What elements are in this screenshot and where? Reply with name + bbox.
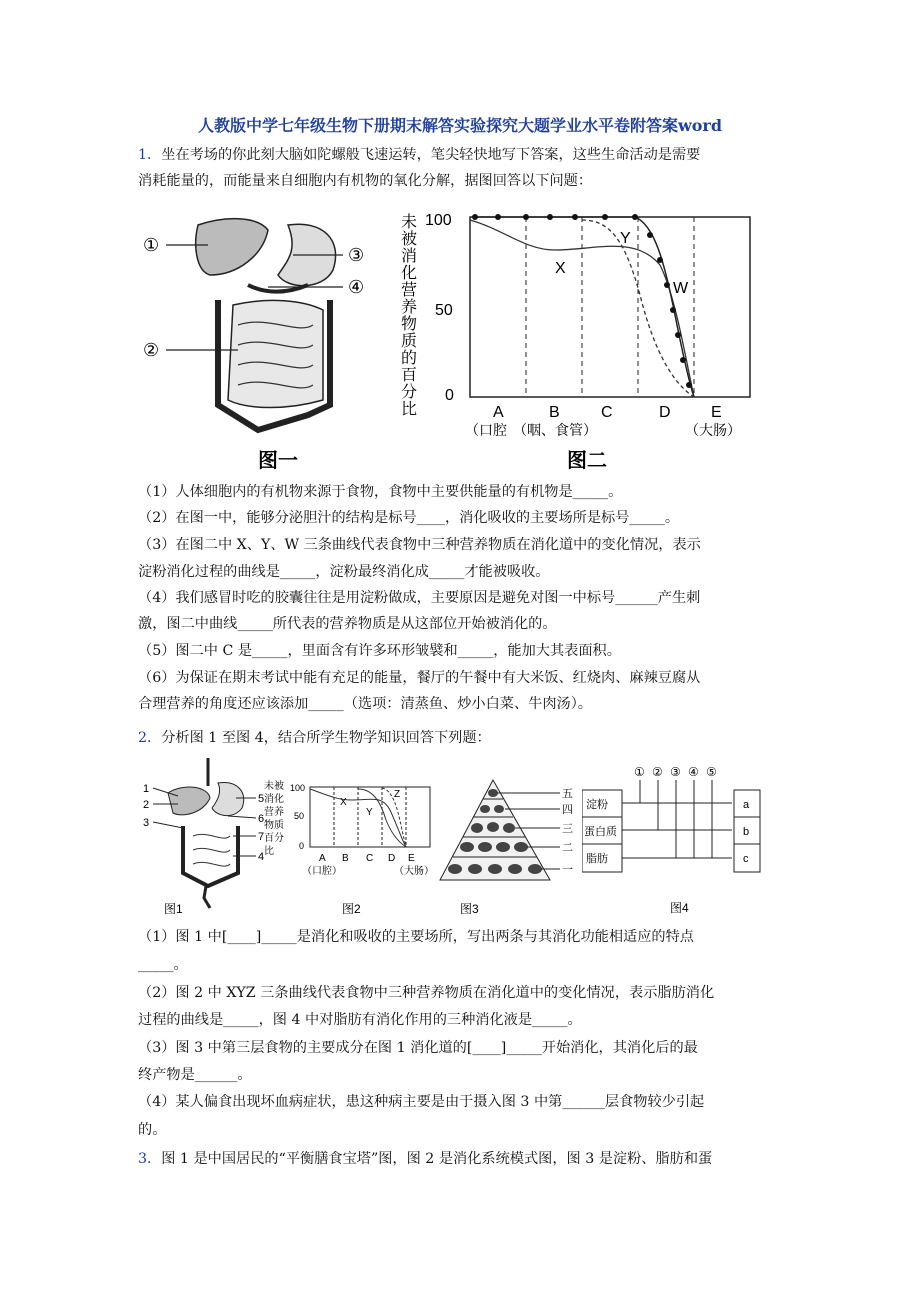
q2-ytick-100: 100 (290, 783, 306, 793)
q1-figure-2-chart (395, 205, 775, 475)
q1-ylabel-char: 的 (401, 350, 418, 367)
juice-1: ① (634, 765, 645, 779)
page-title: 人教版中学七年级生物下册期末解答实验探究大题学业水平卷附答案word (197, 116, 723, 135)
q1-ylabel-char: 质 (401, 333, 418, 350)
q1-ylabel-char: 比 (401, 401, 418, 418)
juice-2: ② (652, 765, 663, 779)
q1-sub-question-line: （5）图二中 C 是_____，里面含有许多环形皱襞和_____，能加大其表面积。 (138, 643, 621, 659)
q1-ylabel-char: 养 (401, 299, 418, 316)
q2-ylabel-5: 百分 (264, 833, 284, 844)
q1-xtick-d: D (659, 404, 671, 421)
q1-ytick-100: 100 (425, 212, 452, 229)
q1-ylabel-char: 物 (401, 316, 418, 333)
q1-sub-question-line: （4）我们感冒时吃的胶囊往往是用淀粉做成，主要原因是避免对图一中标号______产生刺 (138, 590, 701, 606)
q2-sub-question-line: （3）图 3 中第三层食物的主要成分在图 1 消化道的[____]_____开始消化，其消化后的最 (138, 1040, 698, 1056)
q1-sub-question-line: 激，图二中曲线_____所代表的营养物质是从这部位开始被消化的。 (138, 616, 557, 632)
q2-sub-question-line: _____。 (138, 957, 188, 973)
curve-label-x: X (555, 260, 566, 277)
q1-xtick-e: E (711, 404, 722, 421)
q2-xtick-c: C (366, 853, 374, 864)
q1-stem-text-1: 坐在考场的你此刻大脑如陀螺般飞速运转，笔尖轻快地写下答案，这些生命活动是需要 (161, 147, 701, 163)
output-c: c (743, 853, 749, 865)
q1-xsub-pharynx: （咽、食管） (513, 422, 597, 438)
q1-ylabel-char: 消 (401, 248, 418, 265)
q2-ylabel-4: 物质 (264, 820, 284, 831)
q1-ylabel-char: 被 (401, 231, 418, 248)
q2-ylabel-6: 比 (264, 846, 274, 857)
q1-sub-question-line: （1）人体细胞内的有机物来源于食物，食物中主要供能量的有机物是_____。 (138, 484, 623, 500)
juice-3: ③ (670, 765, 681, 779)
q2-fig1-label-7: 7 (258, 831, 265, 843)
q2-sub-question-line: 的。 (138, 1122, 167, 1138)
row-protein: 蛋白质 (584, 826, 617, 838)
q2-fig4-caption: 图4 (670, 901, 689, 915)
q2-sub-question-line: 终产物是______。 (138, 1067, 252, 1083)
q1-xtick-c: C (601, 404, 613, 421)
juice-4: ④ (688, 765, 699, 779)
q1-sub-question-line: 合理营养的角度还应该添加_____（选项：清蒸鱼、炒小白菜、牛肉汤）。 (138, 696, 592, 712)
pyramid-level-1: 一 (562, 864, 573, 876)
q1-xsub-colon: （大肠） (685, 422, 741, 438)
output-b: b (743, 826, 750, 838)
pyramid-level-5: 五 (562, 788, 573, 800)
q2-fig3-caption: 图3 (460, 902, 479, 915)
q2-sub-question-line: （1）图 1 中[____]_____是消化和吸收的主要场所，写出两条与其消化功能相适应的特点 (138, 929, 694, 945)
q1-ylabel-char: 营 (401, 282, 418, 299)
q2-sub-question-line: 过程的曲线是_____，图 4 中对脂肪有消化作用的三种消化液是_____。 (138, 1012, 582, 1028)
q1-sub-question-line: （2）在图一中，能够分泌胆汁的结构是标号____，消化吸收的主要场所是标号_____。 (138, 510, 680, 526)
q2-figure-1-digestive-system (138, 758, 270, 918)
q1-xsub-mouth: （口腔 (465, 422, 507, 438)
q2-xtick-b: B (342, 853, 349, 864)
q2-figure-4-digestion-diagram (582, 762, 782, 917)
q1-ylabel-char: 未 (401, 214, 418, 231)
curve-label-y: Y (620, 230, 631, 247)
fig1-label-3: ③ (348, 245, 365, 265)
q2-fig1-caption: 图1 (164, 902, 183, 916)
q2-fig1-label-5: 5 (258, 793, 265, 805)
q2-fig1-label-3: 3 (143, 817, 150, 829)
output-a: a (743, 799, 750, 811)
q1-ylabel-char: 化 (401, 265, 418, 282)
q2-ytick-0: 0 (299, 841, 305, 851)
q2-fig1-label-4: 4 (258, 851, 265, 863)
q2-fig1-label-1: 1 (143, 783, 150, 795)
fig1-label-4: ④ (348, 277, 365, 297)
q1-xtick-b: B (549, 404, 560, 421)
juice-5: ⑤ (706, 765, 717, 779)
q3-stem-line (138, 1149, 788, 1169)
q2-figure-2-chart (262, 775, 442, 915)
q1-fig2-caption: 图二 (567, 450, 607, 472)
q2-stem-line (138, 728, 788, 748)
q2-curve-x: X (340, 797, 347, 808)
q3-number: 3． (138, 1151, 162, 1167)
q2-curve-z: Z (394, 789, 401, 800)
q1-ytick-50: 50 (435, 302, 453, 319)
pyramid-level-2: 二 (562, 842, 573, 854)
q2-fig1-label-6: 6 (258, 813, 265, 825)
fig1-label-2: ② (143, 340, 160, 360)
fig1-label-1: ① (143, 235, 160, 255)
q2-ylabel-1: 未被 (264, 781, 284, 792)
q2-number: 2． (138, 730, 162, 746)
q2-curve-y: Y (366, 807, 373, 818)
q1-figure-1-digestive-system (138, 205, 378, 475)
q3-stem-text: 图 1 是中国居民的“平衡膳食宝塔”图，图 2 是消化系统模式图，图 3 是淀粉、脂肪和蛋 (161, 1151, 713, 1167)
q2-fig2-caption: 图2 (342, 902, 361, 915)
row-fat: 脂肪 (586, 853, 608, 865)
q2-xsub-mouth: （口腔） (302, 866, 342, 877)
q1-stem-line-2: 消耗能量的，而能量来自细胞内有机物的氧化分解，据图回答以下问题： (138, 173, 593, 189)
q2-ylabel-3: 营养 (264, 807, 284, 818)
q2-sub-question-line: （2）图 2 中 XYZ 三条曲线代表食物中三种营养物质在消化道中的变化情况，表示脂肪消化 (138, 985, 715, 1001)
q2-xtick-d: D (388, 853, 396, 864)
q1-sub-question-line: （3）在图二中 X、Y、W 三条曲线代表食物中三种营养物质在消化道中的变化情况，表示 (138, 537, 701, 553)
pyramid-level-4: 四 (562, 804, 573, 816)
q1-sub-question-line: 淀粉消化过程的曲线是_____，淀粉最终消化成_____才能被吸收。 (138, 564, 550, 580)
q2-xtick-e: E (408, 853, 415, 864)
pyramid-level-3: 三 (562, 823, 573, 835)
q2-fig1-label-2: 2 (143, 799, 150, 811)
curve-label-w: W (673, 280, 689, 297)
fig1-caption: 图一 (258, 450, 298, 472)
q2-ytick-50: 50 (294, 811, 305, 821)
q1-stem-line-1 (138, 145, 788, 165)
q2-stem-text: 分析图 1 至图 4，结合所学生物学知识回答下列题： (161, 730, 491, 746)
q1-ylabel-char: 百 (401, 367, 418, 384)
q1-sub-question-line: （6）为保证在期末考试中能有充足的能量，餐厅的午餐中有大米饭、红烧肉、麻辣豆腐从 (138, 670, 701, 686)
q1-xtick-a: A (493, 404, 504, 421)
q2-figure-3-food-pyramid (435, 775, 585, 915)
q1-ytick-0: 0 (445, 387, 454, 404)
q2-xtick-a: A (319, 853, 326, 864)
q1-chart-ylabel (401, 213, 417, 418)
q2-sub-question-line: （4）某人偏食出现坏血病症状，患这种病主要是由于摄入图 3 中第______层食物较少引起 (138, 1094, 705, 1110)
q1-ylabel-char: 分 (401, 384, 418, 401)
q1-number: 1． (138, 147, 162, 163)
q2-ylabel-2: 消化 (264, 794, 284, 805)
row-starch: 淀粉 (586, 799, 608, 811)
q2-xsub-colon: （大肠） (394, 866, 434, 877)
